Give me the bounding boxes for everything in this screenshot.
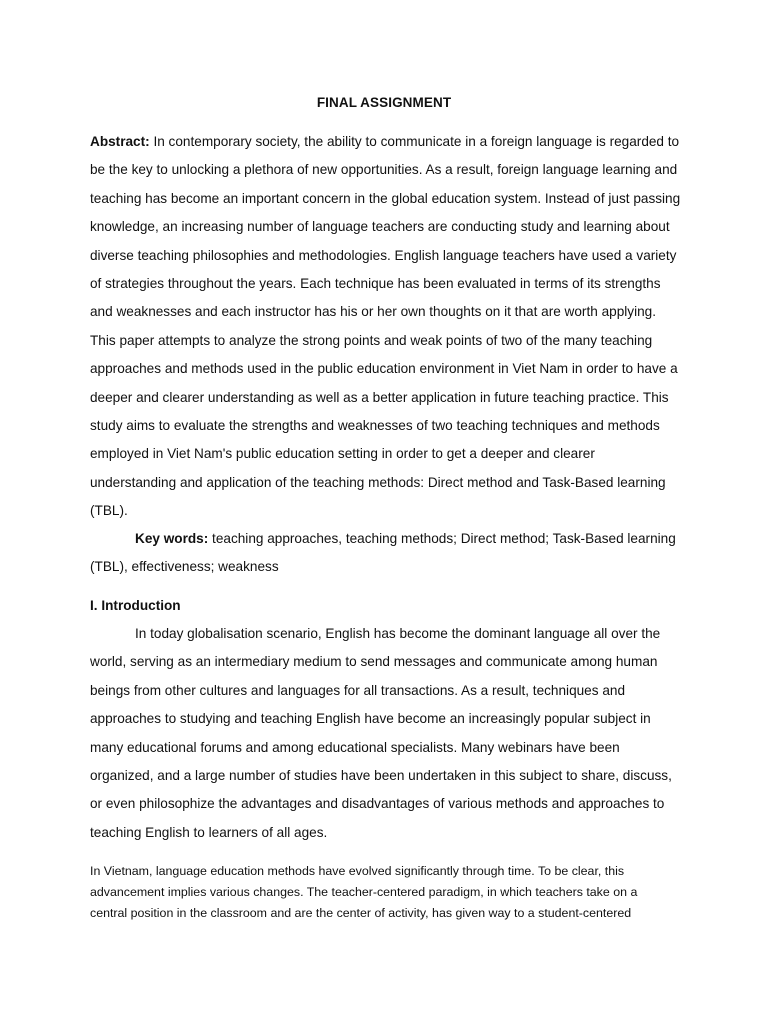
vietnam-paragraph: In Vietnam, language education methods have evolved significantly through time. To be clear, this advancement implies various changes. The teacher-centered paradigm, in which teachers take on a central position in the classroom and are the center of activity, has given way to a student-centered (90, 864, 638, 920)
document-title: FINAL ASSIGNMENT (316, 95, 452, 110)
abstract-label: Abstract: (90, 134, 150, 149)
introduction-paragraph: In today globalisation scenario, English has become the dominant language all over the world, serving as an intermediary medium to send messages and communicate among human beings from other cultures and languages for all transactions. As a result, techniques and approaches to studying and teaching English have become an increasingly popular subject in many educational forums and among educational specialists. Many webinars have been organized, and a large number of studies have been undertaken in this subject to share, discuss, or even philosophize the advantages and disadvantages of various methods and approaches to teaching English to learners of all ages. (90, 626, 672, 840)
introduction-heading: I. Introduction (90, 598, 181, 613)
keywords-paragraph (90, 525, 682, 582)
keywords-text: teaching approaches, teaching methods; Direct method; Task-Based learning (TBL), effectiveness; weakness (90, 531, 676, 575)
abstract-paragraph (90, 128, 682, 526)
abstract-text: In contemporary society, the ability to communicate in a foreign language is regarded to be the key to unlocking a plethora of new opportunities. As a result, foreign language learning and teaching has become an important concern in the global education system. Instead of just passing knowledge, an increasing number of language teachers are conducting study and learning about diverse teaching philosophies and methodologies. English language teachers have used a variety of strategies throughout the years. Each technique has been evaluated in terms of its strengths and weaknesses and each instructor has his or her own thoughts on it that are worth applying. This paper attempts to analyze the strong points and weak points of two of the many teaching approaches and methods used in the public education environment in Viet Nam in order to have a deeper and clearer understanding as well as a better application in future teaching practice. This study aims to evaluate the strengths and weaknesses of two teaching techniques and methods employed in Viet Nam's public education setting in order to get a deeper and clearer understanding and application of the teaching methods: Direct method and Task-Based learning (TBL). (90, 134, 681, 519)
keywords-label: Key words: (135, 531, 209, 546)
